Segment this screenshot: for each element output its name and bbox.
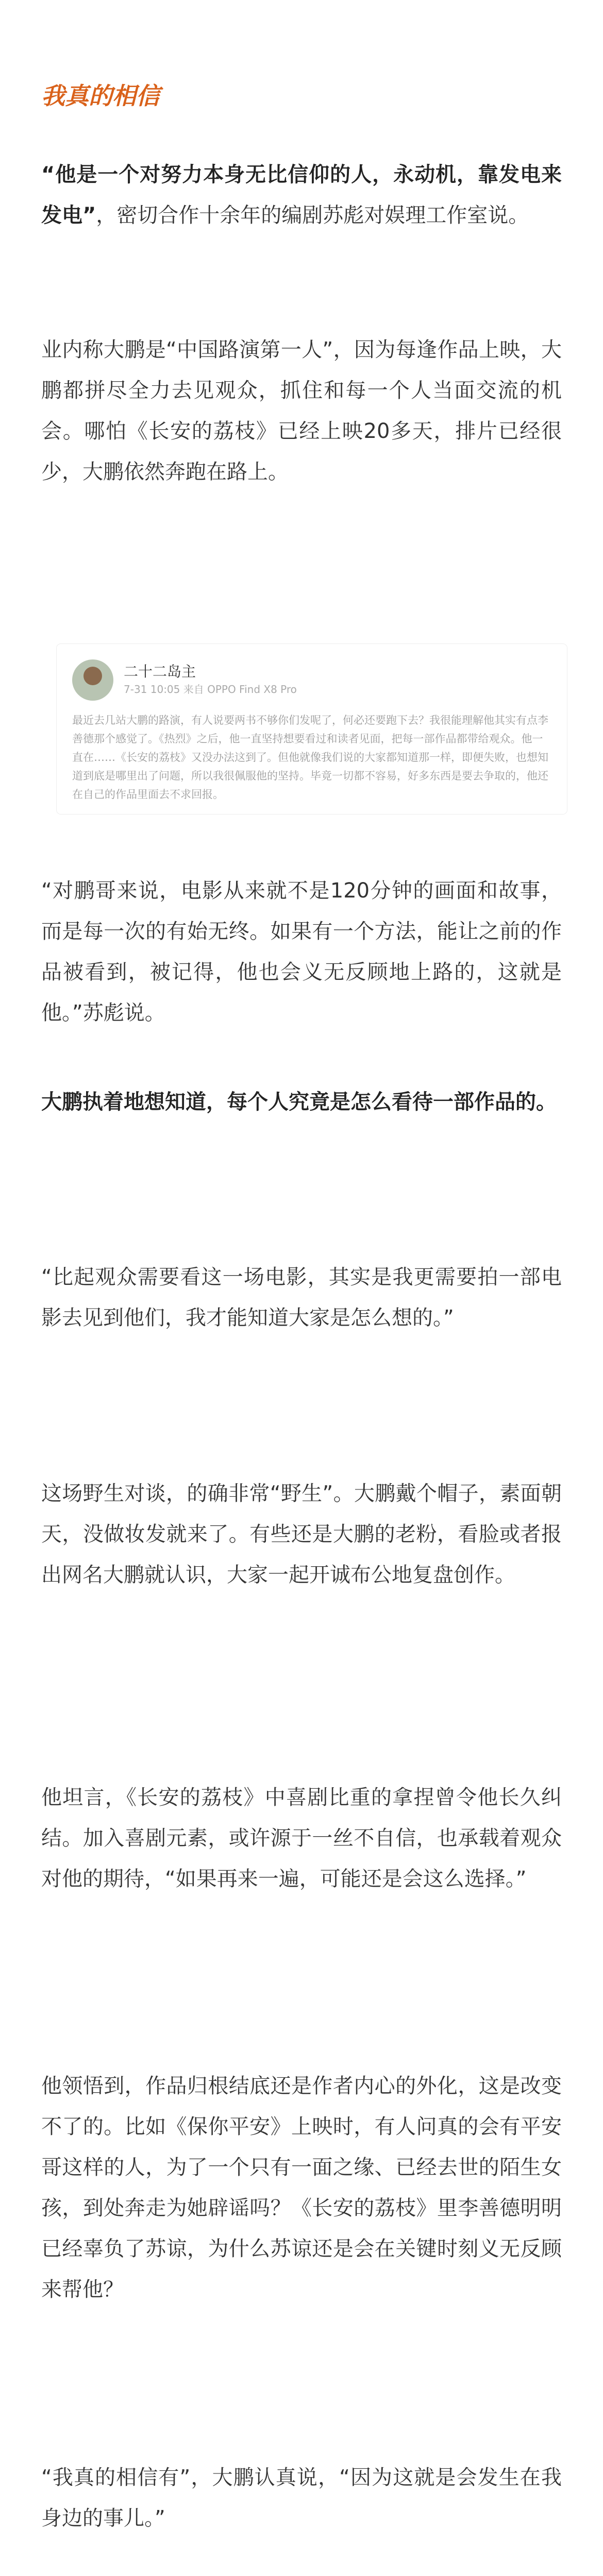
quote-bold: “他是一个对努力本身无比信仰的人，永动机，靠发电来发电” bbox=[41, 163, 562, 227]
paragraph-5: “比起观众需要看这一场电影，其实是我更需要拍一部电影去见到他们，我才能知道大家是怎么想的。” bbox=[41, 1265, 562, 1330]
paragraph-7: 他坦言，《长安的荔枝》中喜剧比重的拿捏曾令他长久纠结。加入喜剧元素，或许源于一丝不自信，也承载着观众对他的期待，“如果再来一遍，可能还是会这么选择。” bbox=[41, 1786, 562, 1891]
weibo-post-text: 最近去几站大鹏的路演，有人说要两书不够你们发呢了，何必还要跑下去？我很能理解他其实有点李善德那个感觉了。《热烈》之后，他一直坚持想要看过和读者见面，把每一部作品都带给观众。他一直在……《长安的荔枝》又没办法这到了。但他就像我们说的大家都知道那一样，即便失败，也想知道到底是哪里出了问题，所以我很佩服他的坚持。毕竟一切都不容易，好多东西是要去争取的，他还在自己的作品里面去不求回报。 bbox=[72, 714, 548, 801]
paragraph-2: 业内称大鹏是“中国路演第一人”，因为每逢作品上映，大鹏都拼尽全力去见观众，抓住和每一个人当面交流的机会。哪怕《长安的荔枝》已经上映20多天，排片已经很少，大鹏依然奔跑在路上。 bbox=[41, 338, 562, 484]
weibo-post-meta: 7-31 10:05 来自 OPPO Find X8 Pro bbox=[124, 683, 297, 696]
avatar bbox=[72, 659, 113, 701]
section-heading: 我真的相信 bbox=[41, 82, 160, 110]
quote-rest: ，密切合作十余年的编剧苏彪对娱理工作室说。 bbox=[96, 204, 529, 227]
paragraph-3: “对鹏哥来说，电影从来就不是120分钟的画面和故事，而是每一次的有始无终。如果有一个方法，能让之前的作品被看到，被记得，他也会义无反顾地上路的，这就是他。”苏彪说。 bbox=[41, 879, 562, 1025]
paragraph-4: 大鹏执着地想知道，每个人究竟是怎么看待一部作品的。 bbox=[41, 1090, 557, 1114]
paragraph-9: “我真的相信有”，大鹏认真说，“因为这就是会发生在我身边的事儿。” bbox=[41, 2466, 562, 2530]
paragraph-6: 这场野生对谈，的确非常“野生”。大鹏戴个帽子，素面朝天，没做妆发就来了。有些还是大鹏的老粉，看脸或者报出网名大鹏就认识，大家一起开诚布公地复盘创作。 bbox=[41, 1482, 562, 1587]
weibo-user-name: 二十二岛主 bbox=[124, 663, 196, 680]
paragraph-8: 他领悟到，作品归根结底还是作者内心的外化，这是改变不了的。比如《保你平安》上映时，有人问真的会有平安哥这样的人，为了一个只有一面之缘、已经去世的陌生女孩，到处奔走为她辟谣吗？《长安的荔枝》里李善德明明已经辜负了苏谅，为什么苏谅还是会在关键时刻义无反顾来帮他？ bbox=[41, 2074, 562, 2301]
weibo-screenshot bbox=[57, 644, 567, 814]
paragraph-1 bbox=[41, 155, 562, 236]
